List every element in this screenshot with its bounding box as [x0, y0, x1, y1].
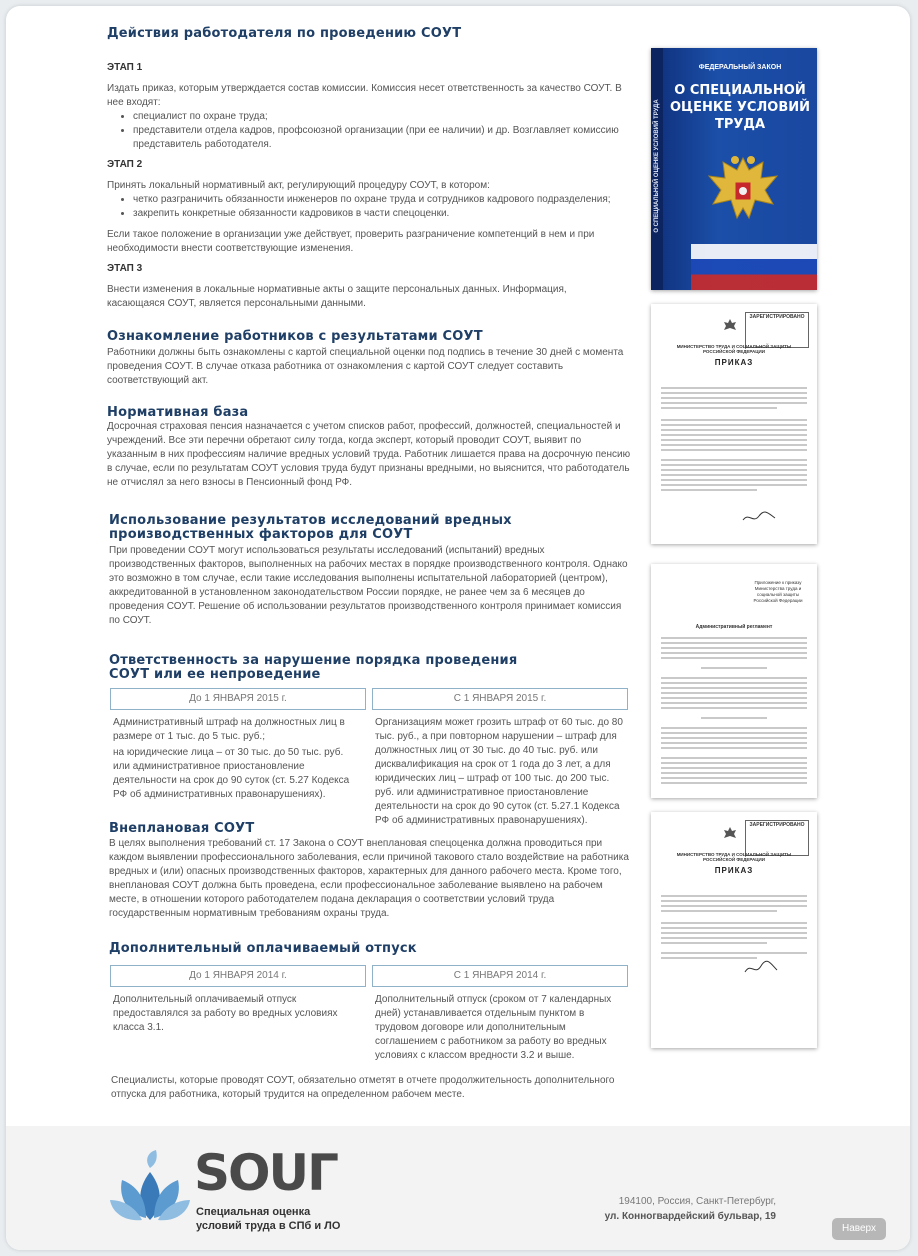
leave-col1-text: Дополнительный оплачиваемый отпуск предоставлялся за работу во вредных условиях класса 3.1.: [113, 994, 338, 1033]
step2-label: ЭТАП 2: [107, 159, 143, 170]
signature-icon: [741, 510, 777, 524]
section-familiarization-text: Работники должны быть ознакомлены с картой специальной оценки под подпись в течение 30 дней с момента проведения СОУТ. В случае отказа работника от ознакомления с картой СОУТ следует составить соответствующий акт.: [107, 347, 624, 386]
signature-icon: [743, 960, 779, 976]
order3-ministry: МИНИСТЕРСТВО ТРУДА И СОЦИАЛЬНОЙ ЗАЩИТЫ РОССИЙСКОЙ ФЕДЕРАЦИИ: [676, 852, 792, 862]
step3-text: Внести изменения в локальные нормативные акты о защите персональных данных. Информация, касающаяся СОУТ, является персональными данными.: [107, 284, 567, 309]
liability-col1-head: До 1 ЯНВАРЯ 2015 г.: [110, 688, 366, 710]
leave-col2-text: Дополнительный отпуск (сроком от 7 календарных дней) устанавливается отдельным пунктом в трудовом договоре или дополнительным соглашением с работником за работу во вредных условиях с классом вредности 3.2 и выше.: [375, 994, 612, 1061]
leave-col2-head: С 1 ЯНВАРЯ 2014 г.: [372, 965, 628, 987]
liability-col1-p2: на юридические лица – от 30 тыс. до 50 тыс. руб. или административное приостановление деятельности на срок до 90 суток (ст. 5.27 Кодекса РФ об административных правонарушениях).: [113, 747, 350, 800]
logo-subtitle-1: Специальная оценка: [196, 1206, 311, 1218]
liability-col2-head: С 1 ЯНВАРЯ 2015 г.: [372, 688, 628, 710]
order2-header: Приложение к приказу Министерства труда и социальной защиты Российской Федерации: [753, 580, 803, 603]
emblem-icon: [723, 318, 737, 332]
section-usage-text: При проведении СОУТ могут использоваться результаты исследований (испытаний) вредных производственных факторов, выполненных на рабочих местах в порядке производственного контроля. Однако это возможно в том случае, если такие исследования выполнены испытательной лабораторией (центром), аккредитованной в установленном законодательством России порядке, не ранее чем за 6 месяцев до проведения СОУТ. Решение об использовании результатов производственного контроля принимает комиссия по СОУТ.: [109, 545, 628, 626]
page: [6, 6, 910, 1250]
address-line-1: 194100, Россия, Санкт-Петербург,: [618, 1196, 776, 1207]
list-item: • закрепить конкретные обязанности кадровиков в части спецоценки.: [133, 207, 639, 221]
section-actions-title: Действия работодателя по проведению СОУТ: [107, 26, 462, 41]
emblem-icon: [723, 826, 737, 840]
order1-body: [651, 384, 817, 491]
order1-title: ПРИКАЗ: [714, 358, 754, 367]
law-book-cover: [651, 48, 817, 290]
step1-label: ЭТАП 1: [107, 62, 143, 73]
book-spine-text: О СПЕЦИАЛЬНОЙ ОЦЕНКЕ УСЛОВИЙ ТРУДА: [654, 99, 660, 233]
logo-subtitle-2: условий труда в СПб и ЛО: [196, 1220, 341, 1232]
registration-stamp: ЗАРЕГИСТРИРОВАНО: [745, 820, 809, 856]
address-line-2: ул. Конногвардейский бульвар, 19: [604, 1211, 776, 1222]
leave-col1-head: До 1 ЯНВАРЯ 2014 г.: [110, 965, 366, 987]
registration-stamp: ЗАРЕГИСТРИРОВАНО: [745, 312, 809, 348]
section-leave-note: Специалисты, которые проводят СОУТ, обязательно отметят в отчете продолжительность дополнительного отпуска для работника, который трудится на определенном рабочем месте.: [111, 1075, 615, 1100]
section-normative-title: Нормативная база: [107, 405, 249, 420]
liability-col1-p1: Административный штраф на должностных лиц в размере от 1 тыс. до 5 тыс. руб.;: [113, 717, 345, 742]
footer: [6, 1126, 910, 1250]
step3-label: ЭТАП 3: [107, 263, 143, 274]
book-spine: [651, 48, 663, 290]
step2-note: Если такое положение в организации уже действует, проверить разграничение компетенций в нем и при необходимости внести соответствующие изменения.: [107, 229, 595, 254]
step1-list: [107, 110, 633, 152]
section-familiarization-title: Ознакомление работников с результатами СОУТ: [107, 329, 483, 344]
order2-body: [651, 634, 817, 784]
section-normative-text: Досрочная страховая пенсия назначается с учетом списков работ, профессий, должностей, специальностей и учреждений. Все эти перечни обретают силу тогда, когда эксперт, который проводит СОУТ, выявит по указанным в них профессиям наличие вредных условий труда. Работник лишается права на досрочную пенсию в случае, если по результатам СОУТ условия труда будут признаны вредными, но выяснится, что работодатель не отчислял за него взносы в Пенсионный фонд РФ.: [107, 421, 631, 488]
order-document-3: [651, 812, 817, 1048]
order2-title: Административный регламент: [695, 624, 773, 630]
logo-text: SOUГ: [194, 1144, 337, 1202]
section-unscheduled-text: В целях выполнения требований ст. 17 Закона о СОУТ внеплановая спецоценка должна проводиться при каждом выявлении профессионального заболевания, если причиной такового стало воздействие на работника вредных и (или) опасных производственных факторов, характерных для данного рабочего места. Кроме того, внеплановая СОУТ должна быть проведена, если профессиональное заболевание выявлено на рабочем месте, в отношении которого работодателем подана декларация о соответствии условий труда государственным нормативным требованиям охраны труда.: [109, 838, 629, 919]
lotus-logo-icon: [110, 1150, 190, 1226]
scroll-to-top-button[interactable]: Наверх: [832, 1218, 886, 1240]
section-leave-title: Дополнительный оплачиваемый отпуск: [109, 941, 417, 956]
step2-list: [107, 193, 639, 221]
book-top-text: ФЕДЕРАЛЬНЫЙ ЗАКОН: [698, 64, 782, 71]
step2-text: Принять локальный нормативный акт, регулирующий процедуру СОУТ, в котором:: [107, 180, 490, 191]
section-usage-title: Использование результатов исследований вредных производственных факторов для СОУТ: [109, 513, 512, 542]
section-unscheduled-title: Внеплановая СОУТ: [109, 821, 255, 836]
eagle-emblem-icon: [703, 148, 783, 228]
list-item: • четко разграничить обязанности инженеров по охране труда и сотрудников кадрового подразделения;: [133, 193, 639, 207]
liability-col2-p1: Организациям может грозить штраф от 60 тыс. до 80 тыс. руб., а при повторном нарушении – штраф для должностных лиц от 30 тыс. до 40 тыс. руб. или дисквалификация на срок от 1 года до 3 лет, а для юридических лиц – штраф от 100 тыс. до 200 тыс. руб. или административное приостановление деятельности на срок до 90 суток (ст. 5.27.1 Кодекса РФ об административных правонарушениях).: [375, 717, 623, 826]
book-flag: [691, 244, 817, 290]
list-item: • специалист по охране труда;: [133, 110, 633, 124]
order3-body: [651, 892, 817, 959]
order3-title: ПРИКАЗ: [714, 866, 754, 875]
list-item: • представители отдела кадров, профсоюзной организации (при ее наличии) и др. Возглавляет комиссию представитель работодателя.: [133, 124, 633, 152]
order-document-2: [651, 564, 817, 798]
book-title: О СПЕЦИАЛЬНОЙ ОЦЕНКЕ УСЛОВИЙ ТРУДА: [670, 83, 810, 132]
section-liability-title: Ответственность за нарушение порядка проведения СОУТ или ее непроведение: [109, 653, 518, 682]
step1-text: Издать приказ, которым утверждается состав комиссии. Комиссия несет ответственность за качество СОУТ. В нее входят:: [107, 83, 622, 108]
order-document-1: [651, 304, 817, 544]
order1-ministry: МИНИСТЕРСТВО ТРУДА И СОЦИАЛЬНОЙ ЗАЩИТЫ РОССИЙСКОЙ ФЕДЕРАЦИИ: [676, 344, 792, 354]
